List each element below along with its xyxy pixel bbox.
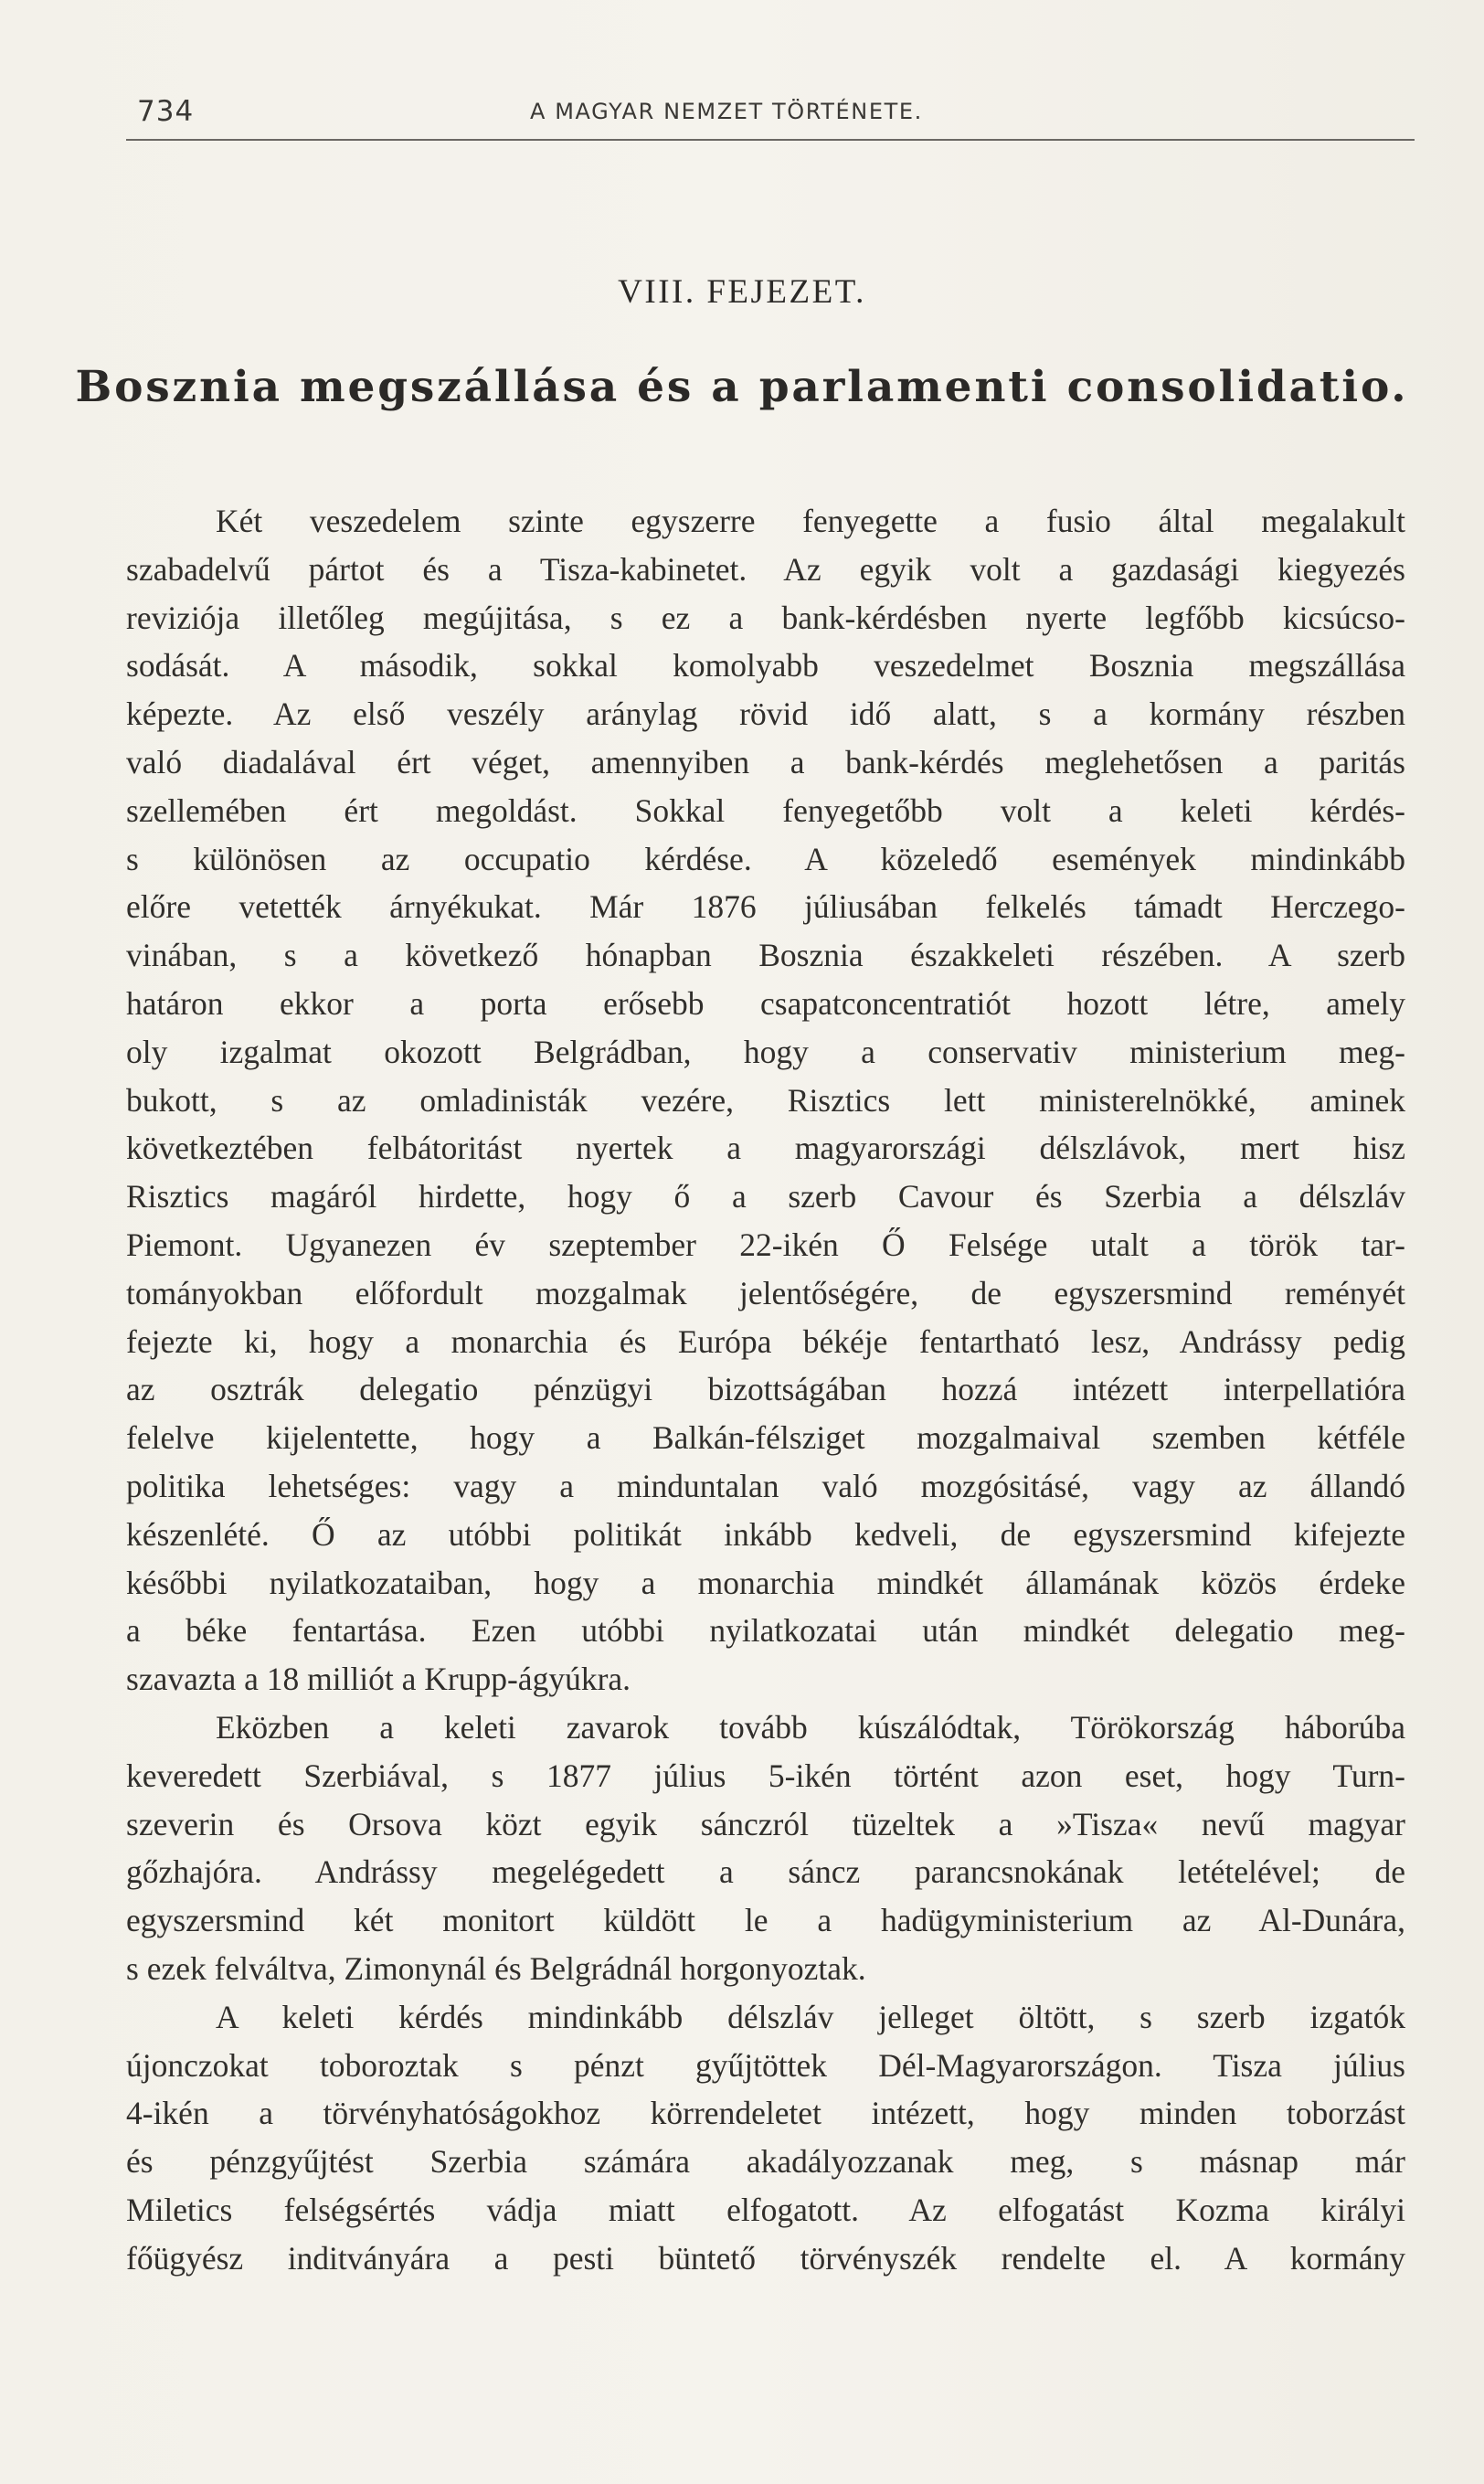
running-title: A MAGYAR NEMZET TÖRTÉNETE. [530,99,923,124]
text-line: főügyész inditványára a pesti büntető törvényszék rendelte el. A kormány [126,2239,1405,2277]
text-line: sodását. A második, sokkal komolyabb veszedelmet Bosznia megszállása [126,647,1405,685]
text-line: határon ekkor a porta erősebb csapatconcentratiót hozott létre, amely [126,984,1405,1022]
text-line: előre vetették árnyékukat. Már 1876 júliusában felkelés támadt Herczego- [126,888,1405,926]
text-line: Eközben a keleti zavarok tovább kúszálódtak, Törökország háborúba [216,1708,1405,1746]
page-header [126,95,1415,137]
page-number: 734 [137,95,195,128]
text-line: következtében felbátoritást nyertek a magyarországi délszlávok, mert hisz [126,1130,1405,1167]
text-line: és pénzgyűjtést Szerbia számára akadályozzanak meg, s másnap már [126,2143,1405,2181]
text-line: vinában, s a következő hónapban Bosznia északkeleti részében. A szerb [126,937,1405,974]
text-line: s különösen az occupatio kérdése. A közeledő események mindinkább [126,840,1405,877]
text-line: készenlété. Ő az utóbbi politikát inkább kedveli, de egyszersmind kifejezte [126,1515,1405,1553]
text-line: 4-ikén a törvényhatóságokhoz körrendeletet intézett, hogy minden toborzást [126,2095,1405,2132]
text-line: a béke fentartása. Ezen utóbbi nyilatkozatai után mindkét delegatio meg- [126,1612,1405,1650]
text-line: szavazta a 18 milliót a Krupp-ágyúkra. [126,1661,631,1698]
header-rule [126,139,1415,141]
text-line: fejezte ki, hogy a monarchia és Európa békéje fentartható lesz, Andrássy pedig [126,1322,1405,1360]
text-line: szeverin és Orsova közt egyik sánczról tüzeltek a »Tisza« nevű magyar [126,1805,1405,1842]
text-line: szellemében ért megoldást. Sokkal fenyegetőbb volt a keleti kérdés- [126,791,1405,829]
body-text [126,497,1405,2282]
text-line: Miletics felségsértés vádja miatt elfogatott. Az elfogatást Kozma királyi [126,2191,1405,2228]
text-line: tományokban előfordult mozgalmak jelentőségére, de egyszersmind reményét [126,1274,1405,1311]
text-line: újonczokat toboroztak s pénzt gyűjtöttek Dél-Magyarországon. Tisza július [126,2046,1405,2084]
chapter-title: Bosznia megszállása és a parlamenti consolidatio. [75,362,1409,412]
text-line: bukott, s az omladinisták vezére, Risztics lett ministerelnökké, aminek [126,1081,1405,1119]
text-line: felelve kijelentette, hogy a Balkán-félsziget mozgalmaival szemben kétféle [126,1419,1405,1457]
text-line: Piemont. Ugyanezen év szeptember 22-ikén Ő Felsége utalt a török tar- [126,1226,1405,1263]
text-line: szabadelvű pártot és a Tisza-kabinetet. Az egyik volt a gazdasági kiegyezés [126,550,1405,588]
text-line: oly izgalmat okozott Belgrádban, hogy a conservativ ministerium meg- [126,1033,1405,1070]
text-line: képezte. Az első veszély aránylag rövid idő alatt, s a kormány részben [126,695,1405,733]
text-line: Risztics magáról hirdette, hogy ő a szerb Cavour és Szerbia a délszláv [126,1178,1405,1215]
text-line: gőzhajóra. Andrássy megelégedett a sáncz parancsnokának letételével; de [126,1853,1405,1891]
text-line: A keleti kérdés mindinkább délszláv jelleget öltött, s szerb izgatók [216,1998,1405,2035]
text-line: egyszersmind két monitort küldött le a hadügyministerium az Al-Dunára, [126,1902,1405,1939]
chapter-label: VIII. FEJEZET. [618,273,866,311]
text-line: politika lehetséges: vagy a minduntalan való mozgósitásé, vagy az állandó [126,1467,1405,1504]
text-line: s ezek felváltva, Zimonynál és Belgrádnál horgonyoztak. [126,1949,866,1987]
text-line: Két veszedelem szinte egyszerre fenyegette a fusio által megalakult [216,503,1405,539]
text-line: reviziója illetőleg megújitása, s ez a bank-kérdésben nyerte legfőbb kicsúcso- [126,599,1405,636]
text-line: későbbi nyilatkozataiban, hogy a monarchia mindkét államának közös érdeke [126,1564,1405,1601]
text-line: az osztrák delegatio pénzügyi bizottságában hozzá intézett interpellatióra [126,1371,1405,1408]
text-line: való diadalával ért véget, amennyiben a bank-kérdés meglehetősen a paritás [126,743,1405,780]
text-line: keveredett Szerbiával, s 1877 július 5-ikén történt azon eset, hogy Turn- [126,1757,1405,1794]
